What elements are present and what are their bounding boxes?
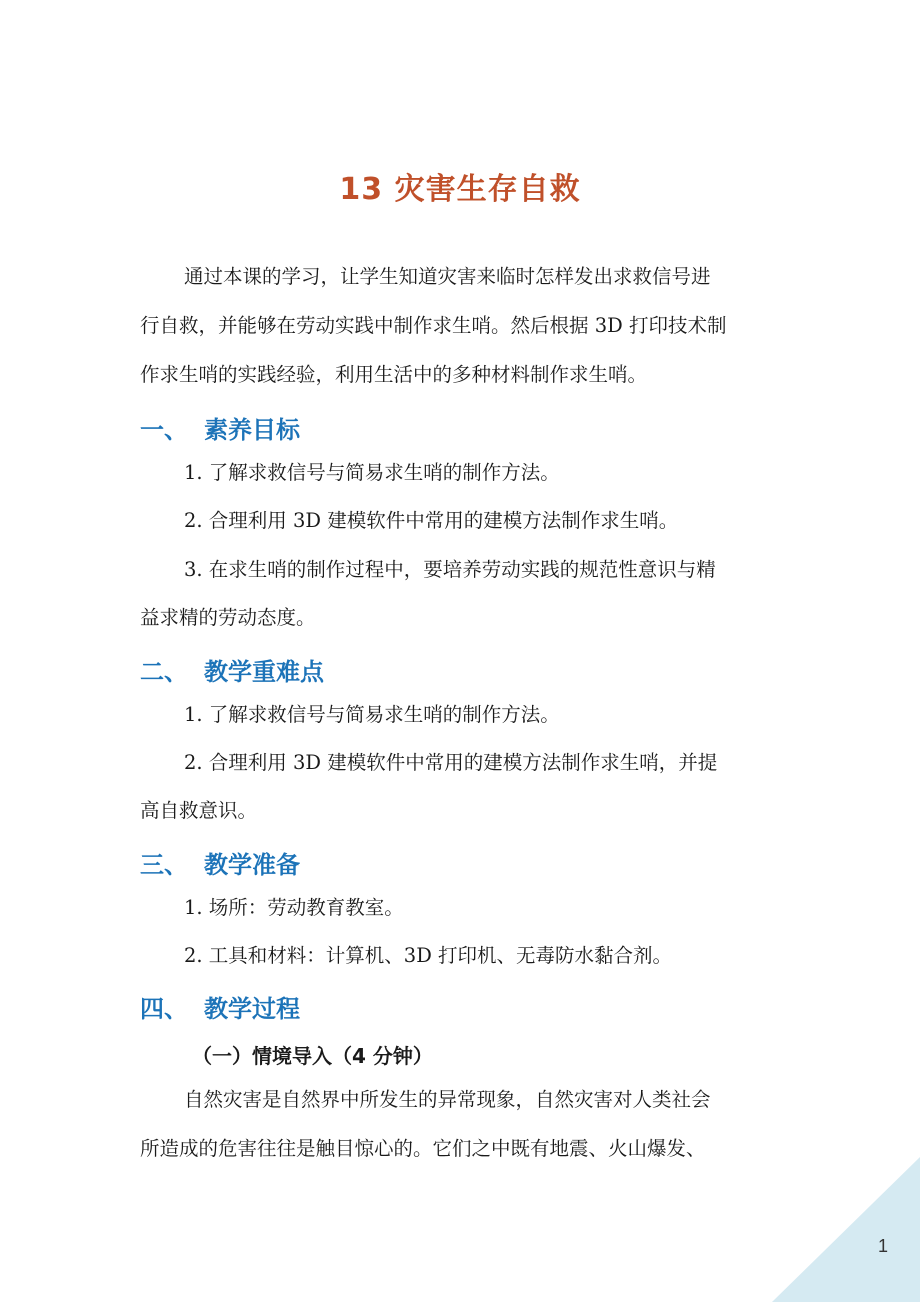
corner-decoration <box>772 1157 920 1302</box>
list-item: 2. 工具和材料：计算机、3D 打印机、无毒防水黏合剂。 <box>184 944 673 967</box>
section-heading-3 <box>140 845 300 880</box>
list-item-continuation: 益求精的劳动态度。 <box>140 606 316 629</box>
intro-line-3: 作求生哨的实践经验，利用生活中的多种材料制作求生哨。 <box>140 363 648 386</box>
section-number: 三、 <box>140 851 188 879</box>
page-title: 13 灾害生存自救 <box>339 172 581 207</box>
list-item: 3. 在求生哨的制作过程中，要培养劳动实践的规范性意识与精 <box>184 558 716 581</box>
page-number: 1 <box>877 1236 888 1256</box>
body-line-2: 所造成的危害往往是触目惊心的。它们之中既有地震、火山爆发、 <box>140 1137 706 1160</box>
list-item: 1. 场所：劳动教育教室。 <box>184 896 404 919</box>
intro-line-2: 行自救，并能够在劳动实践中制作求生哨。然后根据 3D 打印技术制 <box>140 314 727 337</box>
list-item-continuation: 高自救意识。 <box>140 799 258 822</box>
body-line-1: 自然灾害是自然界中所发生的异常现象，自然灾害对人类社会 <box>184 1088 711 1111</box>
section-number: 四、 <box>140 995 188 1023</box>
section-heading-2 <box>140 652 324 687</box>
section-title: 教学过程 <box>204 995 300 1023</box>
section-number: 一、 <box>140 416 188 444</box>
list-item: 1. 了解求救信号与简易求生哨的制作方法。 <box>184 703 560 726</box>
section-title: 教学重难点 <box>204 658 324 686</box>
subsection-heading: （一）情境导入（4 分钟） <box>192 1044 433 1068</box>
section-number: 二、 <box>140 658 188 686</box>
list-item: 2. 合理利用 3D 建模软件中常用的建模方法制作求生哨，并提 <box>184 751 718 774</box>
section-title: 教学准备 <box>204 851 300 879</box>
section-heading-4 <box>140 989 300 1024</box>
section-heading-1 <box>140 410 300 445</box>
list-item: 1. 了解求救信号与简易求生哨的制作方法。 <box>184 461 560 484</box>
list-item: 2. 合理利用 3D 建模软件中常用的建模方法制作求生哨。 <box>184 509 679 532</box>
intro-line-1: 通过本课的学习，让学生知道灾害来临时怎样发出求救信号进 <box>184 265 711 288</box>
section-title: 素养目标 <box>204 416 300 444</box>
